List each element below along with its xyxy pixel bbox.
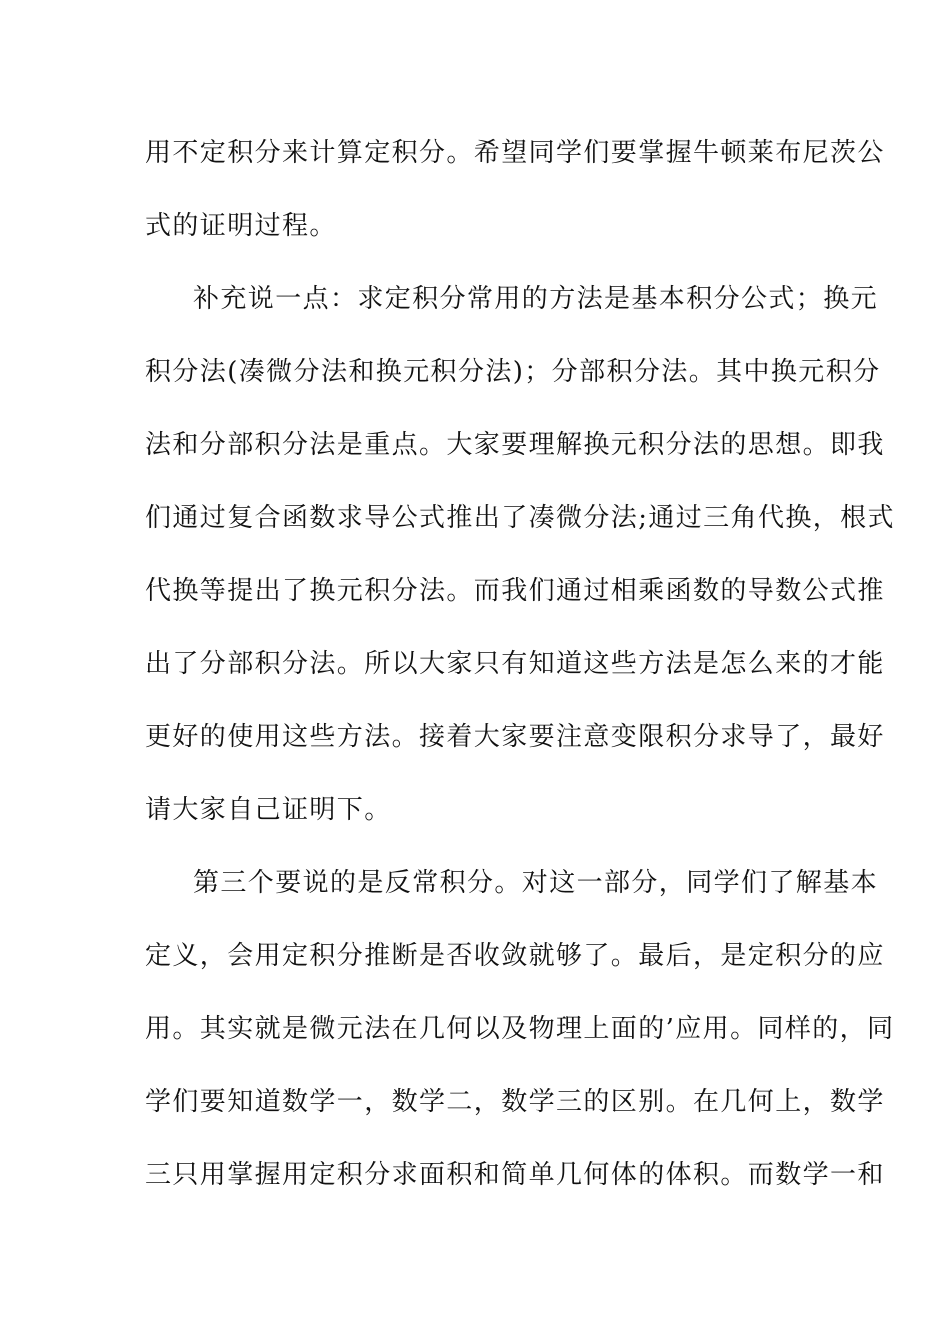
text-line: 更好的使用这些方法。接着大家要注意变限积分求导了，最好 bbox=[145, 722, 885, 752]
text-line: 们通过复合函数求导公式推出了凑微分法;通过三角代换，根式 bbox=[145, 503, 895, 533]
text-line: 请大家自己证明下。 bbox=[145, 795, 392, 825]
text-line: 第三个要说的是反常积分。对这一部分，同学们了解基本 bbox=[193, 868, 879, 898]
text-line: 定义，会用定积分推断是否收敛就够了。最后，是定积分的应 bbox=[145, 941, 885, 971]
text-line: 积分法(凑微分法和换元积分法)；分部积分法。其中换元积分 bbox=[145, 357, 881, 387]
text-line: 用不定积分来计算定积分。希望同学们要掌握牛顿莱布尼茨公 bbox=[145, 138, 885, 168]
text-line: 出了分部积分法。所以大家只有知道这些方法是怎么来的才能 bbox=[145, 649, 885, 679]
text-line: 法和分部积分法是重点。大家要理解换元积分法的思想。即我 bbox=[145, 430, 885, 460]
text-line: 用。其实就是微元法在几何以及物理上面的’应用。同样的，同 bbox=[145, 1014, 895, 1044]
text-line: 代换等提出了换元积分法。而我们通过相乘函数的导数公式推 bbox=[145, 576, 885, 606]
text-line: 式的证明过程。 bbox=[145, 211, 337, 241]
text-line: 三只用掌握用定积分求面积和简单几何体的体积。而数学一和 bbox=[145, 1160, 885, 1190]
text-line: 学们要知道数学一，数学二，数学三的区别。在几何上，数学 bbox=[145, 1087, 885, 1117]
text-line: 补充说一点：求定积分常用的方法是基本积分公式；换元 bbox=[193, 284, 879, 314]
